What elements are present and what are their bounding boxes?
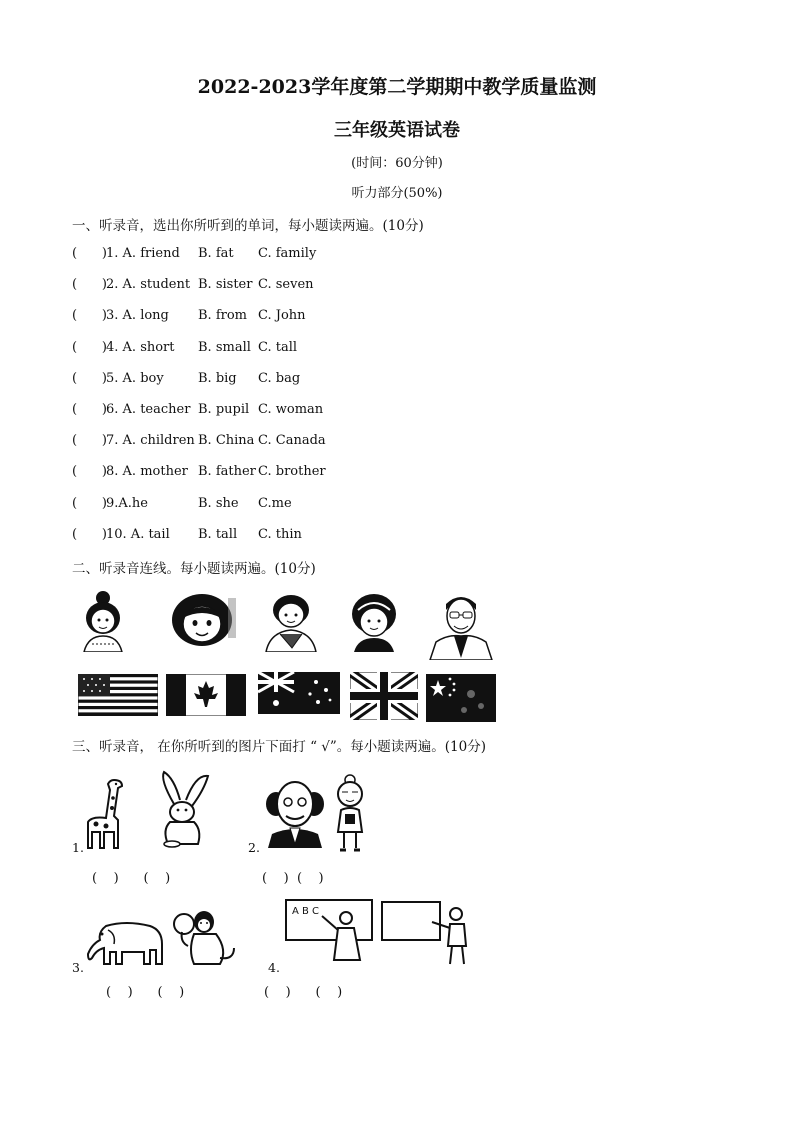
- answer-blank[interactable]: ( ): [72, 433, 107, 449]
- answer-blank[interactable]: ( ): [72, 370, 107, 386]
- answer-blank[interactable]: ( ): [72, 526, 107, 542]
- item3-label: 3.: [72, 960, 84, 975]
- section2-heading: 二、听录音连线。每小题读两遍。(10分): [72, 561, 316, 577]
- option-c: C. brother: [258, 464, 326, 480]
- option-b: B. from: [198, 308, 247, 324]
- board-abc-text: A B C: [292, 906, 320, 917]
- option-c: C. John: [258, 308, 306, 324]
- usa-flag-icon: [78, 674, 158, 716]
- option-b: B. China: [198, 433, 255, 449]
- option-a: 4. A. short: [106, 339, 175, 355]
- option-c: C. woman: [258, 402, 324, 417]
- option-a: 5. A. boy: [106, 370, 164, 386]
- answer-blank[interactable]: ( ): [72, 464, 107, 480]
- option-b: B. tall: [198, 526, 238, 542]
- option-b: B. pupil: [198, 402, 250, 417]
- option-c: C. Canada: [258, 433, 326, 449]
- canada-flag-icon: [166, 674, 246, 716]
- option-c: C. tall: [258, 339, 298, 355]
- section3-heading: 三、听录音， 在你所听到的图片下面打 “ √”。每小题读两遍。(10分): [72, 739, 486, 755]
- question-row: [72, 496, 292, 511]
- answer-blank[interactable]: ( ): [72, 277, 107, 293]
- option-a: 10. A. tail: [106, 526, 170, 542]
- option-b: B. she: [198, 495, 239, 511]
- item1-label: 1.: [72, 840, 84, 855]
- option-a: 2. A. student: [106, 277, 191, 293]
- item2-label: 2.: [248, 840, 260, 855]
- option-b: B. sister: [198, 277, 253, 293]
- man-portrait: [428, 592, 494, 660]
- option-a: 8. A. mother: [106, 464, 188, 480]
- answer-blank[interactable]: ( ): [72, 246, 107, 261]
- item4-answer-blanks[interactable]: ( ) ( ): [264, 985, 343, 1000]
- item4-label: 4.: [268, 960, 280, 975]
- question-row: [72, 402, 323, 417]
- option-b: B. big: [198, 370, 237, 386]
- question-row: [72, 433, 326, 448]
- option-c: C.me: [258, 495, 292, 511]
- question-row: [72, 371, 300, 386]
- question-row: [72, 340, 297, 355]
- girl-portrait-3: [262, 590, 320, 652]
- listening-part-label: 听力部分(50%): [351, 186, 443, 201]
- girl-portrait-2: [166, 592, 238, 650]
- giraffe-icon: [84, 776, 128, 852]
- option-b: B. fat: [198, 246, 234, 261]
- elephant-icon: [86, 918, 166, 966]
- option-c: C. thin: [258, 526, 302, 542]
- section1-heading: 一、听录音，选出你所听到的单词，每小题读两遍。(10分): [72, 218, 424, 234]
- girl-portrait-4: [348, 592, 400, 652]
- option-a: 1. A. friend: [106, 246, 180, 261]
- item3-answer-blanks[interactable]: ( ) ( ): [106, 985, 185, 1000]
- question-row: [72, 308, 306, 323]
- option-b: B. father: [198, 464, 256, 480]
- option-c: C. bag: [258, 370, 301, 386]
- monkey-icon: [170, 906, 238, 968]
- grandma-icon: [332, 774, 368, 852]
- australia-flag-icon: [258, 672, 340, 714]
- option-a: 3. A. long: [106, 308, 169, 324]
- option-a: 6. A. teacher: [106, 402, 191, 417]
- question-row: [72, 464, 326, 479]
- exam-time: (时间：60分钟): [351, 156, 443, 171]
- option-b: B. small: [198, 339, 251, 355]
- exam-title: 2022-2023学年度第二学期期中教学质量监测: [197, 76, 597, 98]
- question-row: [72, 277, 314, 292]
- man-at-board-icon: [380, 900, 472, 966]
- answer-blank[interactable]: ( ): [72, 402, 107, 417]
- rabbit-icon: [152, 770, 212, 850]
- china-flag-icon: [426, 674, 496, 722]
- item1-answer-blanks[interactable]: ( ) ( ): [92, 871, 171, 886]
- option-a: 9.A.he: [106, 495, 148, 511]
- question-row: [72, 527, 302, 542]
- teacher-at-board-icon: [284, 898, 374, 964]
- option-c: C. family: [258, 246, 317, 261]
- grandpa-icon: [262, 778, 328, 848]
- answer-blank[interactable]: ( ): [72, 339, 107, 355]
- question-row: [72, 246, 316, 261]
- uk-flag-icon: [350, 672, 418, 720]
- exam-subtitle: 三年级英语试卷: [334, 120, 460, 141]
- answer-blank[interactable]: ( ): [72, 308, 107, 324]
- answer-blank[interactable]: ( ): [72, 495, 107, 511]
- girl-portrait-1: [78, 590, 128, 652]
- option-c: C. seven: [258, 277, 314, 293]
- item2-answer-blanks[interactable]: ( ) ( ): [262, 871, 324, 886]
- option-a: 7. A. children: [106, 433, 195, 449]
